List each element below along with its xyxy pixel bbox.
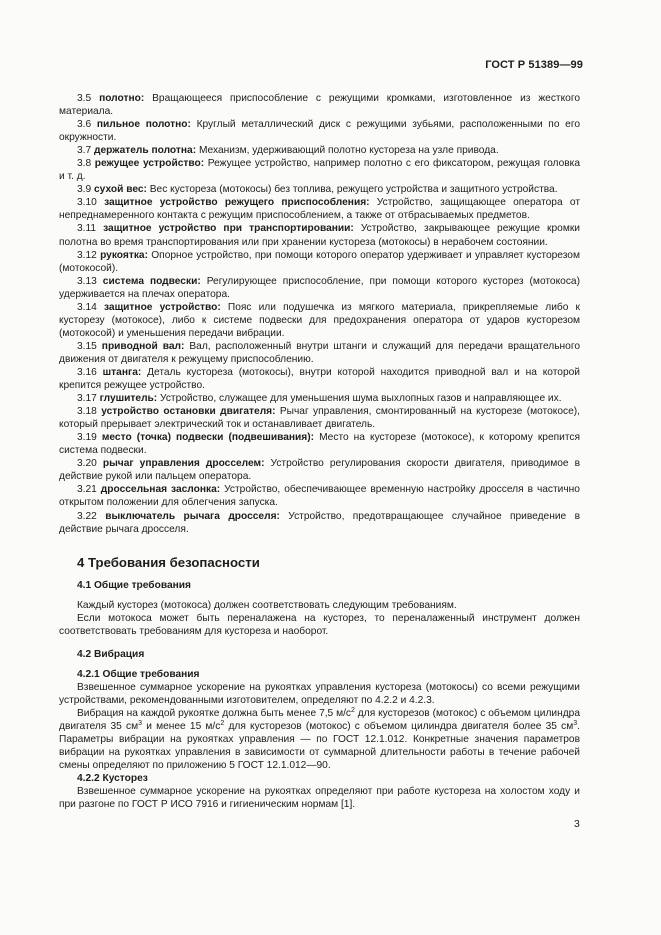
definition-term: рычаг управления дросселем:: [102, 458, 265, 470]
definition-item: [59, 183, 580, 196]
definition-text: Вал, расположенный внутри штанги и служащий для передачи вращательного движения от двигателя к режущему приспособлению.: [59, 340, 580, 365]
definition-number: 3.17: [77, 393, 97, 405]
definition-text: Устройство регулирования скорости двигателя, приводимое в действие рукой или пальцем оператора.: [59, 458, 580, 483]
definition-text: Вращающееся приспособление с режущими кромками, изготовленное из жесткого материала.: [59, 93, 580, 118]
definition-item: [59, 392, 580, 405]
definition-number: 3.8: [77, 158, 92, 170]
definition-text: Устройство, закрывающее режущие кромки полотна во время транспортирования или при хранении кустореза (мотокосы) в нерабочем состоянии.: [59, 223, 580, 248]
paragraph: Каждый кусторез (мотокоса) должен соответствовать следующим требованиям.: [77, 599, 457, 611]
definition-text: Рычаг управления, смонтированный на кусторезе (мотокосе), который прерывает электрический ток и останавливает двигатель.: [59, 406, 580, 431]
definition-text: Режущее устройство, например полотно с его фиксатором, режущая головка и т. д.: [59, 158, 580, 183]
definition-number: 3.5: [77, 93, 92, 104]
definition-term: глушитель:: [99, 393, 158, 405]
definition-number: 3.13: [77, 275, 97, 287]
definition-term: держатель полотна:: [94, 145, 197, 157]
definition-text: Деталь кустореза (мотокосы), внутри которой находится приводной вал и на которой крепится режущее устройство.: [59, 366, 580, 392]
definition-number: 3.10: [77, 197, 97, 209]
definition-text: Место на кусторезе (мотокосе), к которому крепится система подвески.: [59, 432, 580, 457]
definition-item: [59, 92, 580, 118]
definition-item: [59, 196, 580, 222]
definition-term: дроссельная заслонка:: [100, 484, 221, 496]
definition-number: 3.16: [77, 366, 97, 378]
paragraph: Взвешенное суммарное ускорение на рукоятках определяют при работе кустореза на холостом ходу и при разгоне по ГОСТ Р ИСО 7916 и гигиеническим нормам [1].: [59, 786, 580, 811]
definition-text: Вес кустореза (мотокосы) без топлива, режущего устройства и защитного устройства.: [146, 184, 558, 196]
definition-term: защитное устройство при транспортировании:: [103, 223, 354, 235]
vibration-limits-paragraph: Вибрация на каждой рукоятке должна быть менее 7,5 $м/с^2$ для кусторезов (мотокос) с объемом цилиндра двигателя 35 $см^3$ и менее 15 $м/с^2$ для кусторезов (мотокос) с объемом цилиндра двигателя более 35 $см^3$. Параметры вибрации на рукоятках управления — по ГОСТ 12.1.012. Конкретные значения параметров вибрации на рукоятках управления в зависимости от суммарной длительности работы в течение рабочей смены определяют по приложению 5 ГОСТ 12.1.012—90.: [59, 706, 580, 772]
definition-item: [59, 249, 580, 275]
definition-item: [59, 457, 580, 483]
definition-text: Опорное устройство, при помощи которого оператор удерживает и управляет кусторезом (мотокосой).: [59, 249, 580, 274]
definition-item: [59, 157, 580, 183]
definition-term: пильное полотно:: [96, 119, 191, 131]
page-body: [59, 92, 580, 811]
definition-term: штанга:: [102, 366, 142, 378]
definition-number: 3.19: [77, 432, 97, 444]
definition-number: 3.11: [77, 223, 97, 235]
paragraph: Взвешенное суммарное ускорение на рукоятках управления кустореза (мотокосы) со всеми режущими устройствами, рекомендованными изготовителем, определяют по 4.2.2 и 4.2.3.: [59, 681, 580, 706]
definition-text: Круглый металлический диск с режущими зубьями, расположенными по его окружности.: [59, 119, 580, 144]
definition-item: [59, 301, 580, 340]
definition-number: 3.12: [77, 249, 97, 261]
definition-text: Устройство, предотвращающее случайное приведение в действие рычага дросселя.: [59, 510, 580, 535]
definition-term: приводной вал:: [101, 340, 185, 352]
definition-number: 3.9: [77, 184, 92, 196]
definition-item: [59, 483, 580, 509]
section-4-2-heading: 4.2 Вибрация: [77, 648, 145, 660]
definition-term: рукоятка:: [100, 249, 148, 261]
definition-item: [59, 275, 580, 301]
definition-item: [59, 340, 580, 366]
definition-text: Регулирующее приспособление, при помощи которого кусторез (мотокоса) удерживается на плечах оператора.: [59, 275, 580, 300]
definition-number: 3.21: [77, 484, 97, 496]
section-4-1-heading: 4.1 Общие требования: [77, 579, 191, 591]
section-4-heading: 4 Требования безопасности: [77, 554, 260, 570]
definition-number: 3.15: [77, 340, 97, 352]
definition-text: Устройство, обеспечивающее временную настройку дросселя в частично открытом положении для облегчения запуска.: [59, 484, 580, 509]
definitions-list: [59, 92, 580, 536]
definition-item: [59, 405, 580, 431]
definition-number: 3.6: [77, 119, 92, 131]
definition-term: выключатель рычага дросселя:: [105, 510, 280, 522]
definition-term: защитное устройство режущего приспособления:: [104, 197, 370, 209]
section-4-2-2-heading: 4.2.2 Кусторез: [77, 773, 148, 785]
definition-text: Устройство, служащее для уменьшения шума выхлопных газов и направляющее их.: [157, 393, 562, 405]
definition-term: устройство остановки двигателя:: [101, 406, 276, 418]
definition-term: режущее устройство:: [94, 158, 205, 170]
definition-number: 3.22: [77, 510, 97, 522]
definition-term: защитное устройство:: [103, 301, 221, 313]
definition-item: [59, 510, 580, 536]
paragraph: Если мотокоса может быть переналажена на кусторез, то переналаженный инструмент должен соответствовать требованиям для кустореза и наоборот.: [59, 612, 580, 637]
definition-text: Устройство, защищающее оператора от непреднамеренного контакта с режущим приспособлением, а также от отбрасываемых предметов.: [59, 197, 580, 222]
section-4-2-1-heading: 4.2.1 Общие требования: [77, 668, 200, 680]
definition-term: полотно:: [99, 93, 145, 104]
definition-term: место (точка) подвески (подвешивания):: [101, 432, 315, 444]
definition-term: сухой вес:: [94, 184, 147, 196]
definition-text: Механизм, удерживающий полотно кустореза на узле привода.: [196, 145, 499, 157]
page-number: 3: [574, 819, 580, 830]
definition-term: система подвески:: [102, 275, 201, 287]
definition-item: [59, 366, 580, 392]
definition-item: [59, 431, 580, 457]
standard-header: ГОСТ Р 51389—99: [485, 59, 583, 71]
definition-item: [59, 118, 580, 144]
definition-number: 3.18: [77, 406, 97, 418]
definition-number: 3.20: [77, 458, 97, 470]
definition-item: [59, 144, 580, 157]
definition-item: [59, 222, 580, 248]
definition-number: 3.14: [77, 301, 97, 313]
definition-number: 3.7: [77, 145, 92, 157]
definition-text: Пояс или подушечка из мягкого материала, прикрепляемые либо к кусторезу (мотокосе), либо к системе подвески для предохранения оператора от ударов кусторезом (мотокосой) и уменьшения передачи вибрации.: [59, 301, 580, 339]
